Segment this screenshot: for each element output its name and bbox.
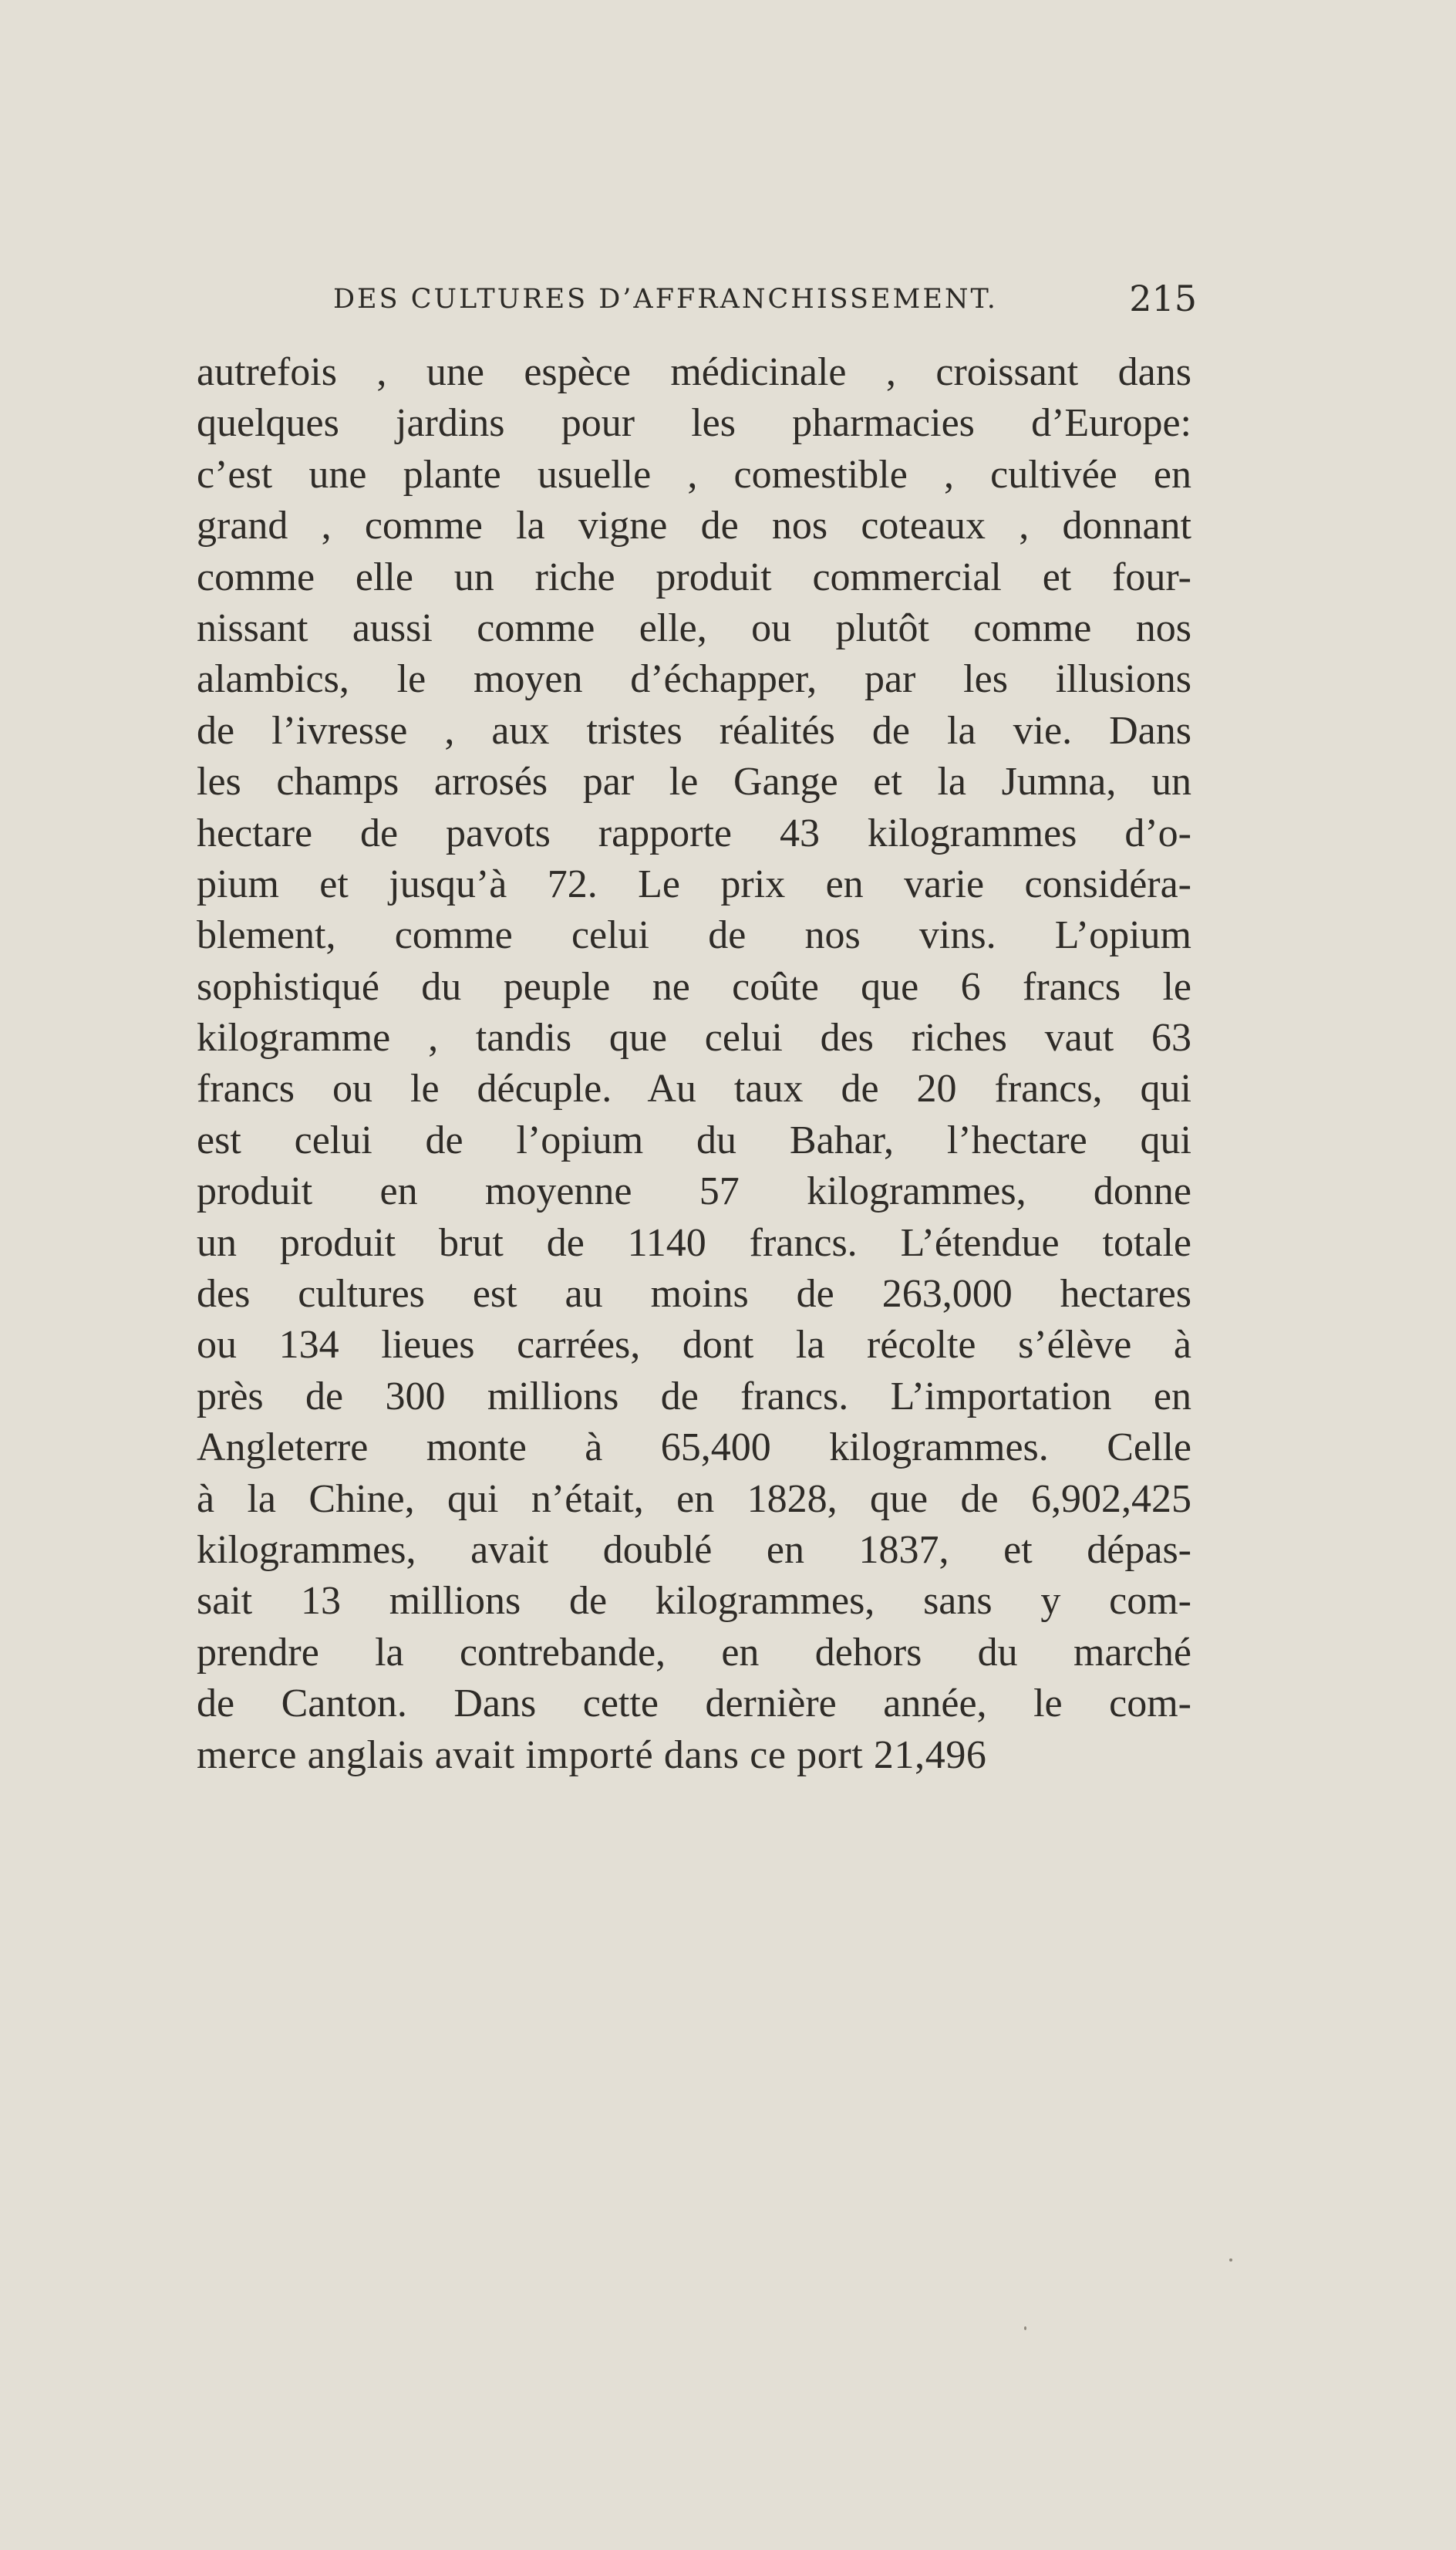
- text-line: de Canton. Dans cette dernière année, le com-: [197, 1681, 1191, 1726]
- text-line: kilogrammes, avait doublé en 1837, et dépas-: [197, 1527, 1191, 1572]
- text-line: kilogramme , tandis que celui des riches vaut 63: [197, 1016, 1191, 1061]
- page-number: 215: [1129, 278, 1197, 319]
- text-line: Angleterre monte à 65,400 kilogrammes. Celle: [197, 1425, 1191, 1470]
- text-line: quelques jardins pour les pharmacies d’Europe:: [197, 401, 1191, 446]
- text-line: prendre la contrebande, en dehors du marché: [197, 1630, 1191, 1675]
- text-line: autrefois , une espèce médicinale , croissant dans: [197, 350, 1191, 394]
- text-line: sophistiqué du peuple ne coûte que 6 francs le: [197, 964, 1191, 1009]
- running-head: DES CULTURES D’AFFRANCHISSEMENT.: [333, 284, 998, 315]
- text-line: grand , comme la vigne de nos coteaux , donnant: [197, 504, 1191, 548]
- text-line: un produit brut de 1140 francs. L’étendue totale: [197, 1220, 1191, 1265]
- text-line: ou 134 lieues carrées, dont la récolte s’élève à: [197, 1323, 1191, 1368]
- body-text: [197, 347, 1191, 1781]
- paper-speck: [1024, 2326, 1026, 2330]
- text-line: à la Chine, qui n’était, en 1828, que de 6,902,425: [197, 1476, 1191, 1521]
- text-line: c’est une plante usuelle , comestible , cultivée en: [197, 452, 1191, 497]
- text-line: près de 300 millions de francs. L’importation en: [197, 1374, 1191, 1418]
- text-line: est celui de l’opium du Bahar, l’hectare qui: [197, 1118, 1191, 1162]
- text-line: les champs arrosés par le Gange et la Jumna, un: [197, 760, 1191, 804]
- text-line: hectare de pavots rapporte 43 kilogrammes d’o-: [197, 811, 1191, 855]
- text-line: nissant aussi comme elle, ou plutôt comme nos: [197, 605, 1191, 650]
- text-line: alambics, le moyen d’échapper, par les illusions: [197, 657, 1191, 702]
- text-line: produit en moyenne 57 kilogrammes, donne: [197, 1169, 1191, 1214]
- text-line: pium et jusqu’à 72. Le prix en varie considéra-: [197, 862, 1191, 906]
- page-header: [333, 278, 1197, 324]
- text-line: merce anglais avait importé dans ce port 21,496: [197, 1732, 987, 1777]
- text-line: sait 13 millions de kilogrammes, sans y com-: [197, 1579, 1191, 1624]
- text-line: des cultures est au moins de 263,000 hectares: [197, 1272, 1191, 1317]
- text-line: comme elle un riche produit commercial et four-: [197, 555, 1191, 599]
- text-line: francs ou le décuple. Au taux de 20 francs, qui: [197, 1067, 1191, 1111]
- text-line: de l’ivresse , aux tristes réalités de la vie. Dans: [197, 708, 1191, 753]
- text-line: blement, comme celui de nos vins. L’opium: [197, 913, 1191, 958]
- paper-speck: [1229, 2258, 1232, 2262]
